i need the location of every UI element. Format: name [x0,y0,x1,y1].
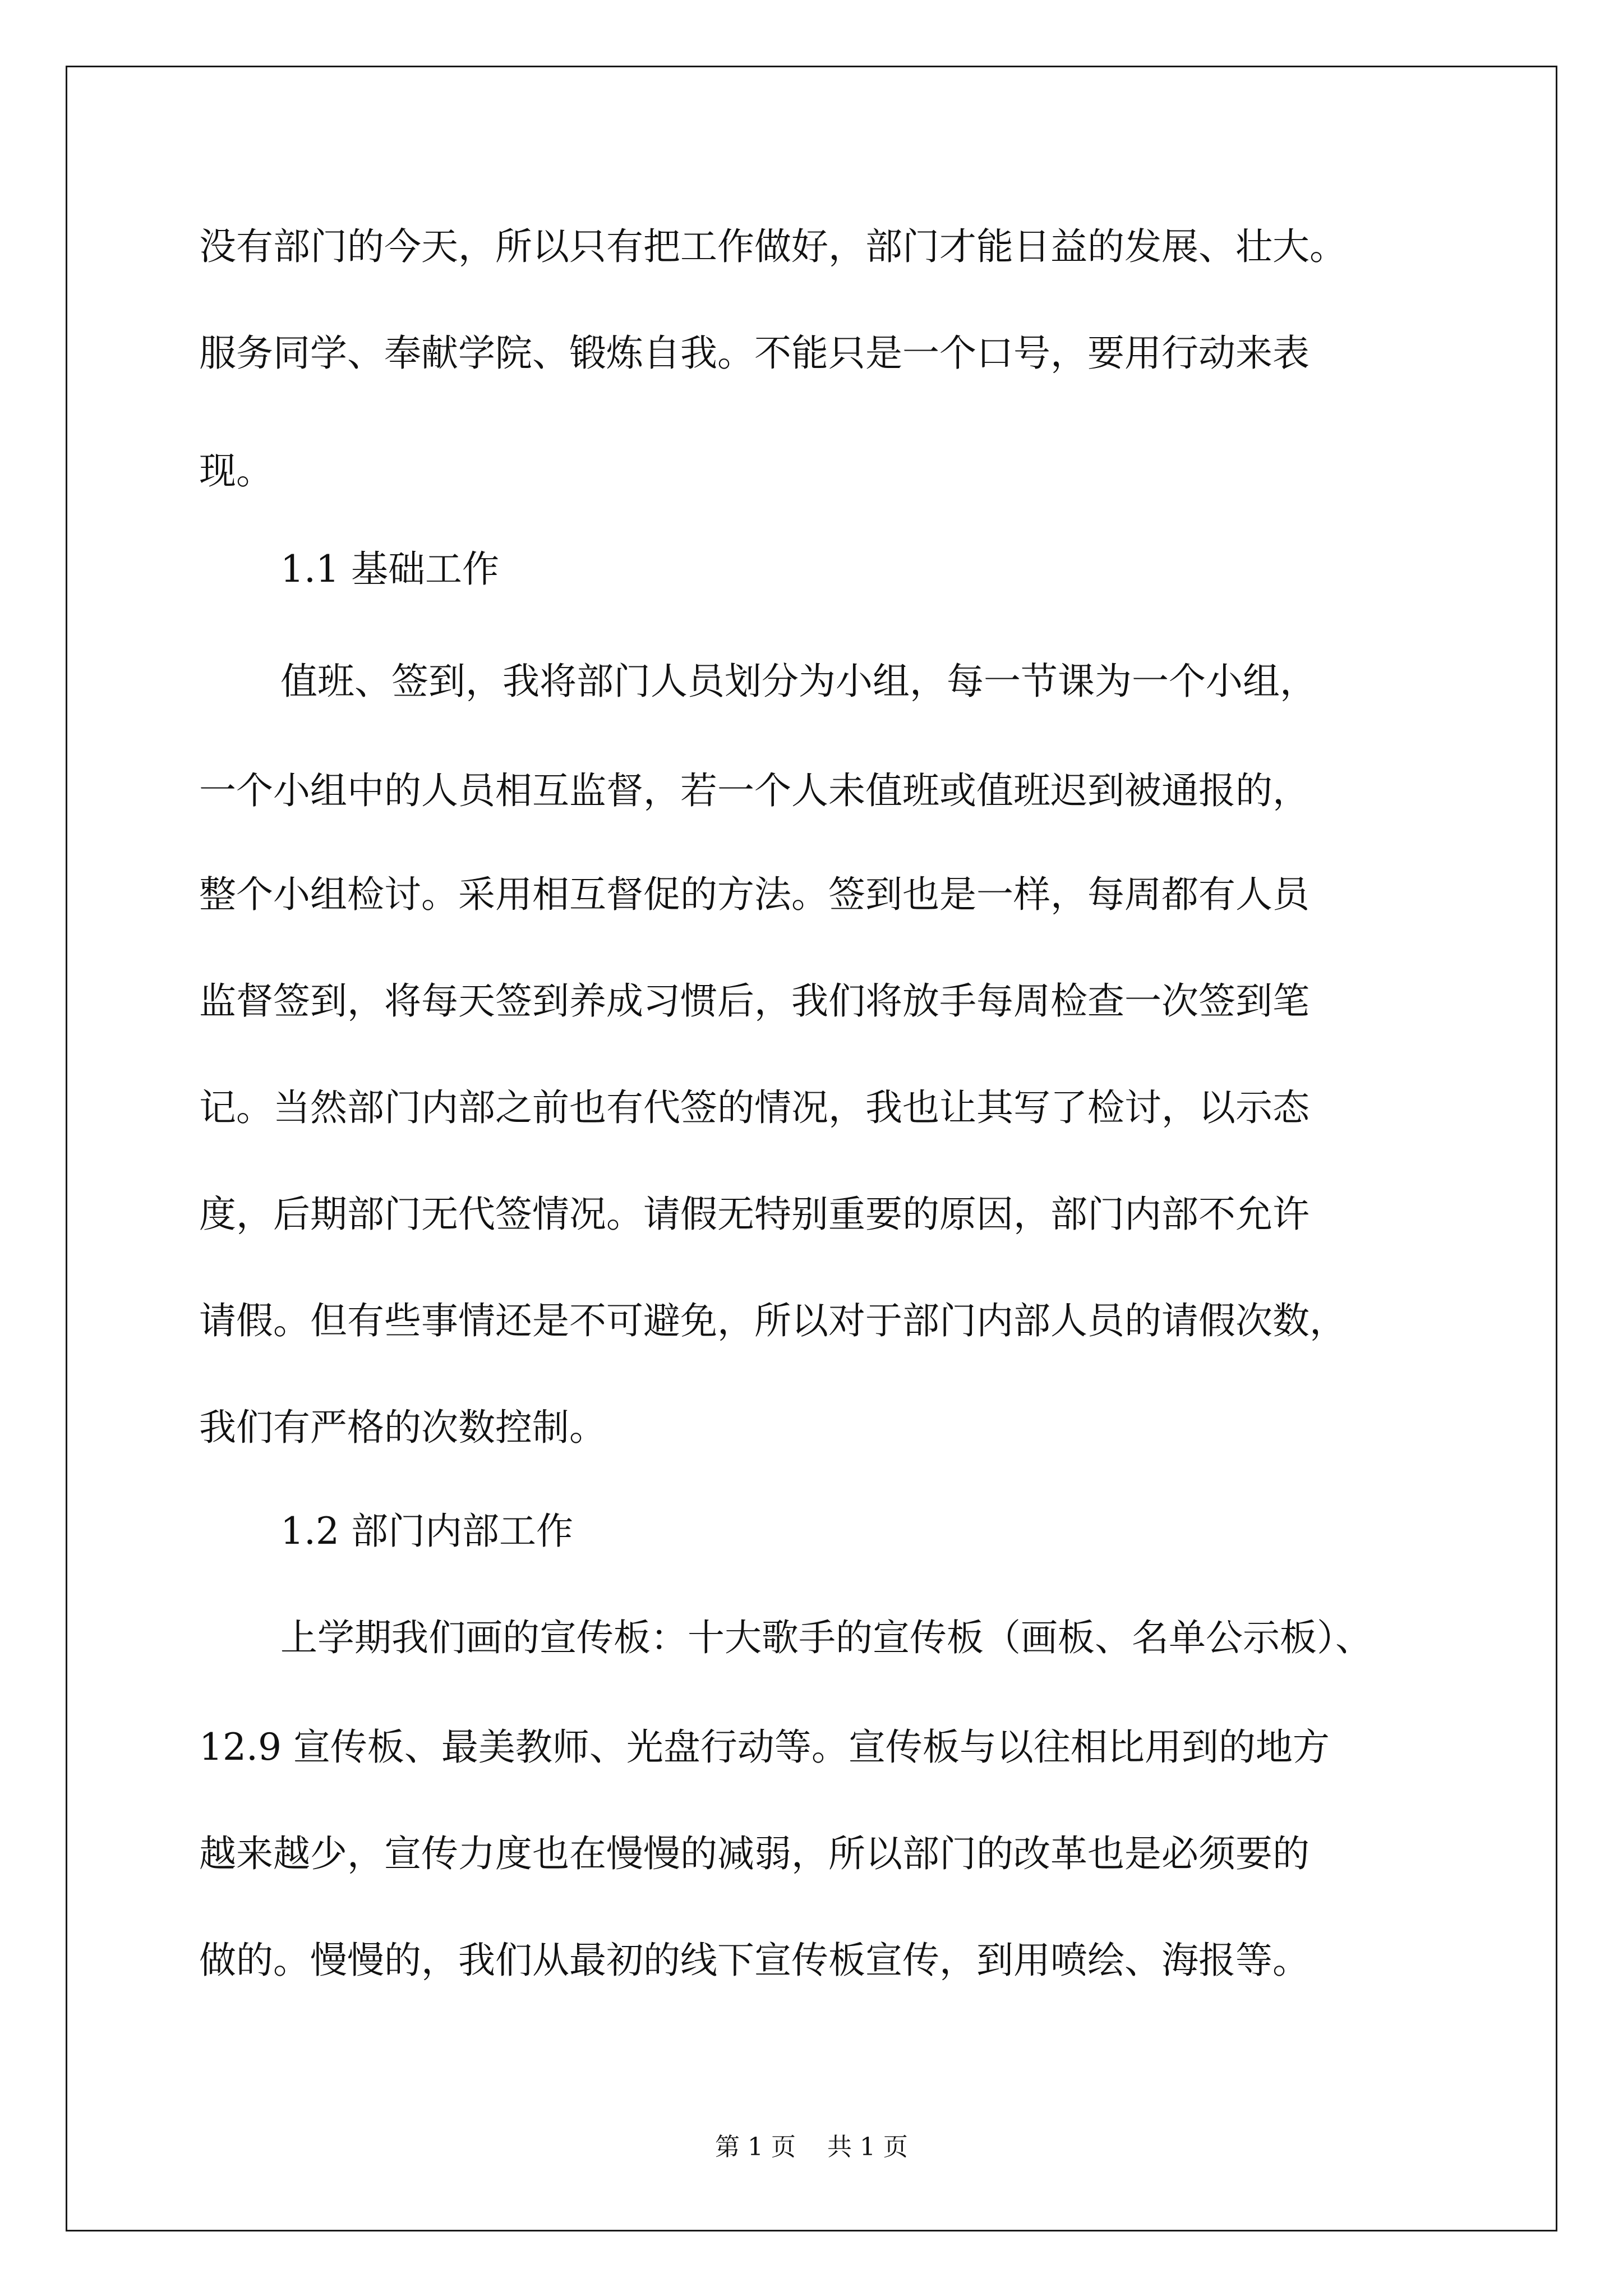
page-footer: 第 1 页 共 1 页 [715,2133,908,2161]
paragraph-line: 服务同学、奉献学院、锻炼自我。不能只是一个口号，要用行动来表 [199,332,1310,375]
paragraph-line: 12.9 宣传板、最美教师、光盘行动等。宣传板与以往相比用到的地方 [199,1726,1330,1769]
paragraph-line: 现。 [199,449,273,493]
paragraph-line: 做的。慢慢的，我们从最初的线下宣传板宣传，到用喷绘、海报等。 [199,1939,1310,1982]
paragraph-line: 越来越少，宣传力度也在慢慢的减弱，所以部门的改革也是必须要的 [199,1832,1310,1875]
paragraph-line: 上学期我们画的宣传板：十大歌手的宣传板（画板、名单公示板）、 [280,1616,1372,1659]
paragraph-line: 值班、签到，我将部门人员划分为小组，每一节课为一个小组， [280,660,1317,703]
paragraph-line: 我们有严格的次数控制。 [199,1406,606,1449]
paragraph-line: 监督签到，将每天签到养成习惯后，我们将放手每周检查一次签到笔 [199,979,1310,1023]
section-heading: 1.1 基础工作 [280,547,499,591]
paragraph-line: 一个小组中的人员相互监督，若一个人未值班或值班迟到被通报的， [199,769,1310,812]
paragraph-line: 整个小组检讨。采用相互督促的方法。签到也是一样，每周都有人员 [199,873,1310,916]
paragraph-line: 度，后期部门无代签情况。请假无特别重要的原因，部门内部不允许 [199,1193,1310,1236]
section-heading: 1.2 部门内部工作 [280,1510,573,1553]
paragraph-line: 请假。但有些事情还是不可避免，所以对于部门内部人员的请假次数， [199,1299,1347,1342]
paragraph-line: 记。当然部门内部之前也有代签的情况，我也让其写了检讨，以示态 [199,1086,1310,1129]
page-border [66,66,1557,2231]
paragraph-line: 没有部门的今天，所以只有把工作做好，部门才能日益的发展、壮大。 [199,225,1347,268]
